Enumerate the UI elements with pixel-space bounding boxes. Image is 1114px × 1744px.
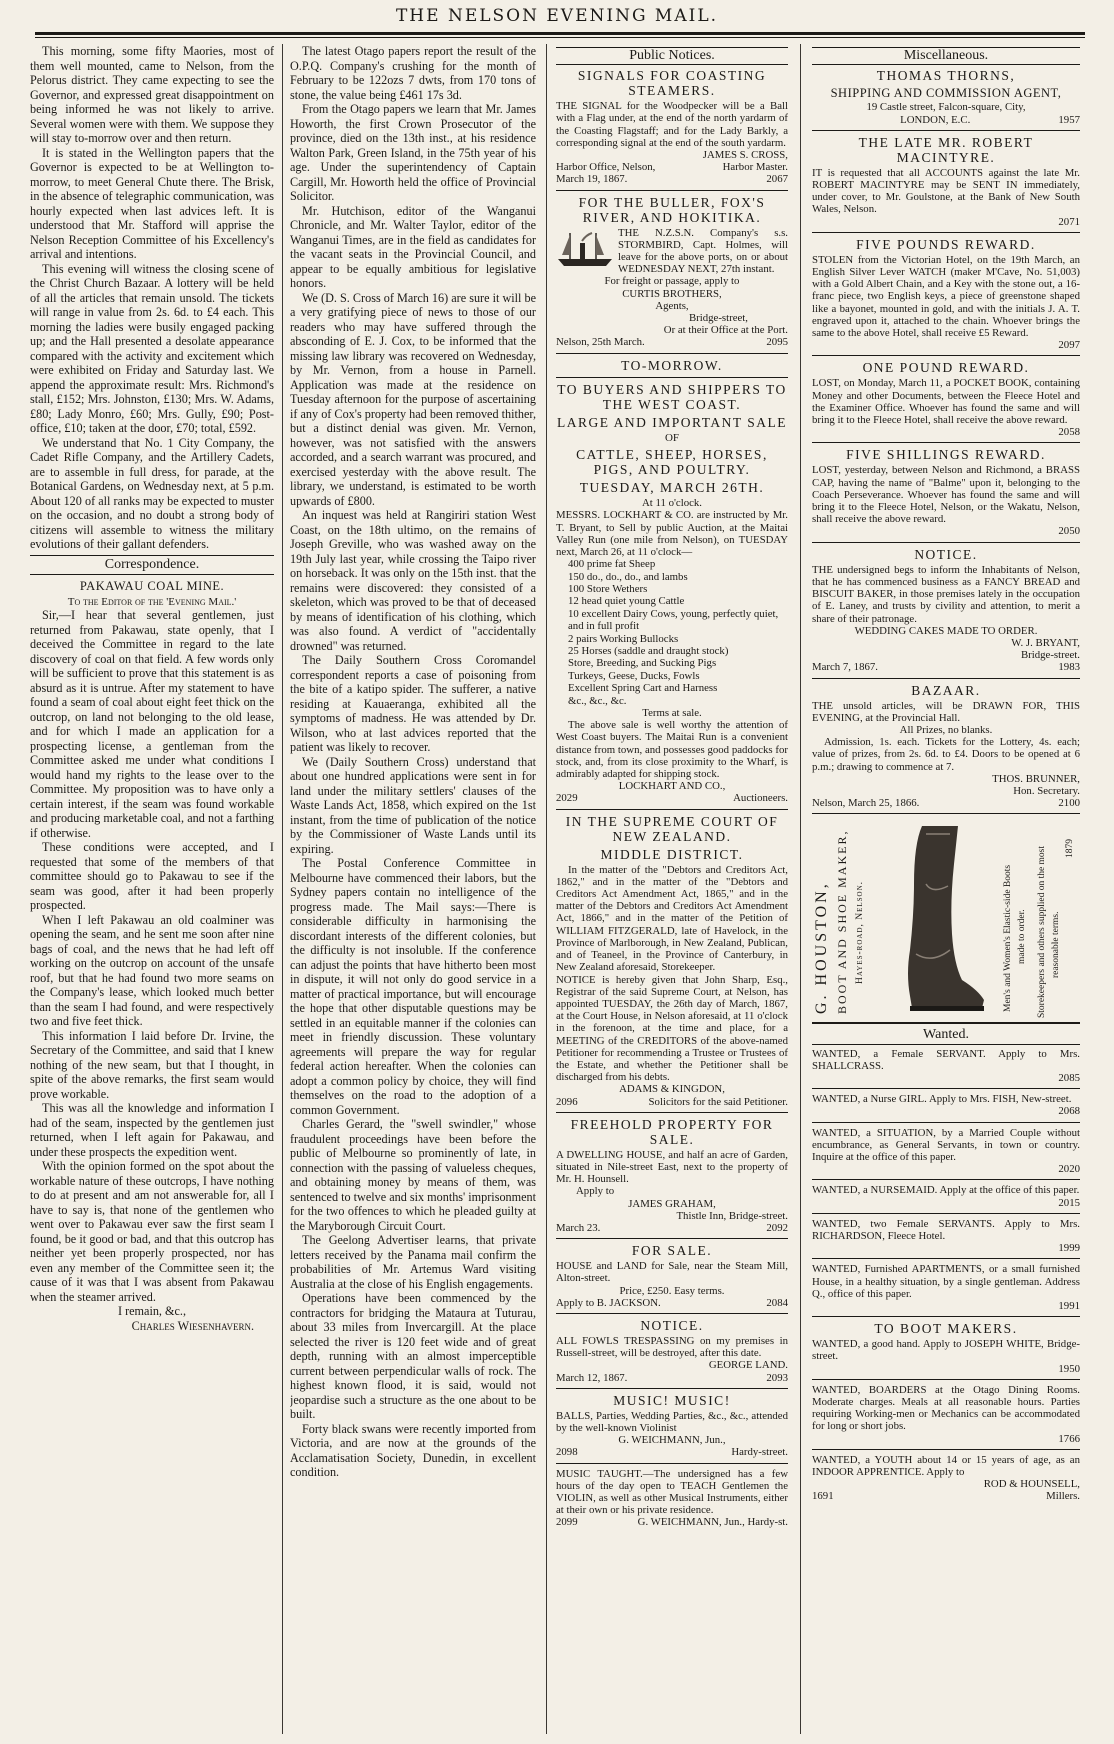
ad-date: March 12, 1867. <box>556 1371 628 1384</box>
column-2 <box>290 44 536 1734</box>
ad-role: Harbor Master. <box>722 161 788 174</box>
divider <box>812 130 1080 131</box>
divider <box>812 1179 1080 1180</box>
ad-number: 1766 <box>1058 1432 1080 1445</box>
ad-number: 2085 <box>1058 1071 1080 1084</box>
column-divider <box>282 44 283 1734</box>
list-item: 12 head quiet young Cattle <box>568 595 685 608</box>
news-paragraph: This morning, some fifty Maories, most of them well mounted, came to Nelson, from the Pelorus district. They came expecting to see the Governor, and expressed great disappointment on being informed he was not likely to arrive. Several women were with them. We suppose they will stay to-morrow over and then return. <box>30 44 274 145</box>
sale-items <box>556 558 788 707</box>
ad-text: Terms at sale. <box>642 707 702 720</box>
ad-address: Thistle Inn, Bridge-street. <box>676 1209 788 1222</box>
boot-maker-line: reasonable terms. <box>1051 911 1061 979</box>
divider <box>556 1238 788 1239</box>
ad-title: MUSIC! MUSIC! <box>613 1392 731 1408</box>
ad-date: March 19, 1867. <box>556 173 628 186</box>
ad-text: ALL FOWLS TRESPASSING on my premises in Russell-street, will be destroyed, after this date. <box>556 1334 788 1360</box>
divider <box>812 442 1080 443</box>
ad-title: BAZAAR. <box>911 682 981 698</box>
news-paragraph: The Geelong Advertiser learns, that private letters received by the Panama mail confirm the probabilities of Mr. Artemus Ward visiting Australia at the close of his English engagements. <box>290 1233 536 1291</box>
ad-title: FOR SALE. <box>631 1243 713 1259</box>
ad-address: 19 Castle street, Falcon-square, City, <box>866 101 1026 114</box>
ad-signature: THOS. BRUNNER, <box>992 772 1080 785</box>
news-paragraph: We (D. S. Cross of March 16) are sure it will be a very gratifying piece of news to those of our readers who may have suffered through the absconding of E. J. Cox, to be informed that the missing law library was recovered on Wednesday, by Mr. Vernon, from a house in Parnell. Application was made at the residence on Tuesday afternoon for the purpose of ascertaining if any of Cox's property had been removed thither, but a distinct denial was given. Mr. Vernon, however, was not satisfied with the answers accorded, and a search warrant was procured, and exercised yesterday with the above result. The library, we understand, is estimated to be worth upwards of £800. <box>290 290 536 508</box>
ad-signature: LOCKHART AND CO., <box>618 780 726 793</box>
masthead: THE NELSON EVENING MAIL. <box>395 6 719 26</box>
news-paragraph: The Postal Conference Committee in Melbourne have commenced their labors, but the Sydney papers contain no intelligence of the progress made. The Mail says:—There is considerable difficulty in harmonising the discordant interests of the different colonies, but the difficulty is not insoluble. If the conference can adjust the points that have hitherto been most in dispute, it will not only do good service in a matter of practical importance, but will encourage the hope that other disputable questions may be settled in an equitable manner if the colonies can meet in friendly discussion. These voluntary agreements will prepare the way for regular federal action hereafter. When the colonies can adopt a common policy by choice, they will find themselves on the road to the adoption of a common Government. <box>290 856 536 1117</box>
column-divider <box>800 44 801 1734</box>
wanted-ad: WANTED, a NURSEMAID. Apply at the office of this paper. <box>812 1184 1080 1197</box>
section-header-correspondence: Correspondence. <box>30 555 274 576</box>
news-paragraph: This evening will witness the closing scene of the Christ Church Bazaar. A lottery will be held of all the articles that remain unsold. The tickets will range in value from 2s. 6d. to £4 each. This morning the ladies were busily engaged packing up; and the Hall presented a desolate appearance compared with the activity and excitement which were exhibited on Friday and Saturday last. We append the approximate result: Mrs. Richmond's stall, £152; Mrs. Johnston, £130; Mrs. W. Adams, £80; Lady Monro, £60; Mrs. Gully, £90; Post-office, £10; taken at the door, £70; total, £592. <box>30 261 274 435</box>
boot-maker-advert <box>812 813 1080 1024</box>
ad-text: At 11 o'clock. <box>641 497 702 510</box>
ad-text: THE undersigned begs to inform the Inhabitants of Nelson, that he has commenced business as a FANCY BREAD and BISCUIT BAKER, in those premises lately in the occupation of E. Laney, and trusts by civility and attention, to merit a share of their patronage. <box>812 563 1080 625</box>
ad-subtitle: SHIPPING AND COMMISSION AGENT, <box>830 86 1062 101</box>
boot-icon <box>892 824 988 1016</box>
masthead-rule <box>35 32 1085 35</box>
divider <box>556 1463 788 1464</box>
list-item: 2 pairs Working Bullocks <box>568 632 679 645</box>
ad-text: BALLS, Parties, Wedding Parties, &c., &c., attended by the well-known Violinist <box>556 1409 788 1434</box>
ad-role: Solicitors for the said Petitioner. <box>648 1095 788 1108</box>
ad-text: THE SIGNAL for the Woodpecker will be a Ball with a Flag under, at the end of the north yardarm of the Coasting Flagstaff; and for the Lady Barkly, a corresponding signal at the end of the south yardarm. <box>556 100 788 149</box>
boot-maker-address: Hayes-road, Nelson. <box>855 881 865 985</box>
ad-number: 1879 <box>1065 839 1075 859</box>
divider <box>556 377 788 378</box>
ad-text: NOTICE is hereby given that John Sharp, Esq., Registrar of the said Supreme Court, at Nelson, has appointed TUESDAY, the 26th day of March, 1867, at the Court House, in Nelson aforesaid, at 11 o'clock in the forenoon, at the time and place, for a MEETING of the CREDITORS of the above-named Petitioner for recommending a Trustee or Trustees of the Estate, and whether the Petitioner shall be discharged from his debts. <box>556 973 788 1084</box>
ad-text: Admission, 1s. each. Tickets for the Lottery, 4s. each; value of prizes, from 2s. 6d. to £4. Doors to be opened at 6 p.m.; drawing to commence at 7. <box>812 736 1080 773</box>
wanted-ad: WANTED, a YOUTH about 14 or 15 years of age, as an INDOOR APPRENTICE. Apply to <box>812 1453 1080 1479</box>
ad-number: 2084 <box>766 1296 788 1309</box>
ad-address: Or at their Office at the Port. <box>663 324 788 337</box>
divider <box>556 1112 788 1113</box>
ad-number: 2097 <box>1058 339 1080 352</box>
ad-title: LARGE AND IMPORTANT SALE <box>557 414 787 430</box>
ad-text: THE N.Z.S.N. Company's s.s. STORMBIRD, Capt. Holmes, will leave for the above ports, on or about WEDNESDAY NEXT, 27th instant. <box>618 226 788 276</box>
news-paragraph: We understand that No. 1 City Company, the Cadet Rifle Company, and the Artillery Cadets, are to assemble in full dress, for parade, at the Botanical Gardens, on Wednesday next, at 5 p.m. About 120 of all ranks may be expected to muster on the occasion, and no doubt a strong body of citizens will assemble to witness the military evolutions of their gallant defenders. <box>30 435 274 551</box>
letter-paragraph: With the opinion formed on the spot about the workable nature of these outcrops, I have nothing to do at present and am not answerable for, all I have to say is, that none of the gentlemen who went over to Pakawau ever saw the first seam I found, be it good or bad, and that this outcrop has neither yet been properly prospected, nor has even any member of the Committee seen it; the cause of it was that I was absent from Pakawau when the steamer arrived. <box>30 1159 274 1304</box>
divider <box>556 353 788 354</box>
ad-text: Apply to B. JACKSON. <box>556 1296 661 1309</box>
ad-title: TUESDAY, MARCH 26TH. <box>579 480 765 496</box>
ad-number: 2015 <box>1058 1196 1080 1209</box>
ad-title: NOTICE. <box>640 1317 704 1333</box>
news-paragraph: It is stated in the Wellington papers that the Governor is expected to be at Wellington to-morrow, to meet General Chute there. The Brisk, in the absence of telegraphic communication, was hourly expected when last advices left. It is understood that Mr. Stafford will apprise the Nelson Reception Committee of his Excellency's arrival and intentions. <box>30 145 274 261</box>
ad-title: NOTICE. <box>914 546 978 562</box>
ad-number: 2098 <box>556 1446 578 1459</box>
ad-number: 2050 <box>1058 525 1080 538</box>
list-item: 10 excellent Dairy Cows, young, perfectly quiet, and in full profit <box>568 607 779 633</box>
list-item: Turkeys, Geese, Ducks, Fowls <box>568 669 700 682</box>
wanted-ad: WANTED, a Female SERVANT. Apply to Mrs. SHALLCRASS. <box>812 1047 1080 1072</box>
boot-maker-line: made to order. <box>1017 909 1027 965</box>
divider <box>556 1388 788 1389</box>
ad-text: MESSRS. LOCKHART & CO. are instructed by Mr. T. Bryant, to Sell by public Auction, at the Maitai Valley Run (one mile from Nelson), on TUESDAY next, March 26, at 11 o'clock— <box>556 509 788 558</box>
wanted-ad: WANTED, a Nurse GIRL. Apply to Mrs. FISH, New-street. <box>812 1093 1072 1106</box>
ad-title: CATTLE, SHEEP, HORSES, PIGS, AND POULTRY. <box>576 447 768 478</box>
ad-date: March 7, 1867. <box>812 661 878 674</box>
ad-date: Nelson, 25th March. <box>556 336 645 349</box>
boot-maker-line: Men's and Women's Elastic-side Boots <box>1003 865 1013 1013</box>
letter-close: I remain, &c., <box>117 1304 187 1318</box>
ad-signature: G. WEICHMANN, Jun., <box>618 1434 726 1447</box>
ad-signature: CURTIS BROTHERS, <box>622 287 722 300</box>
boot-maker-name: G. HOUSTON, <box>813 881 830 1015</box>
ad-title: FIVE POUNDS REWARD. <box>856 236 1036 252</box>
ad-signature: JAMES GRAHAM, <box>628 1197 716 1210</box>
list-item: Excellent Spring Cart and Harness <box>568 682 718 695</box>
ad-title: SIGNALS FOR COASTING STEAMERS. <box>577 68 767 99</box>
ad-title: FOR THE BULLER, FOX'S RIVER, AND HOKITIKA. <box>578 194 766 225</box>
ad-address: Bridge-street. <box>1020 649 1080 662</box>
ad-number: 1950 <box>1058 1362 1080 1375</box>
ad-title: TO-MORROW. <box>621 357 723 373</box>
news-paragraph: Charles Gerard, the "swell swindler," whose fraudulent proceedings have been before the public of Melbourne so prominently of late, in connection with the passing of valueless cheques, and obtaining money by means of them, was sentenced to twelve and six months' imprisonment for the two offences to which he pleaded guilty at the Maryborough Circuit Court. <box>290 1117 536 1233</box>
section-header-public-notices: Public Notices. <box>556 47 788 65</box>
ad-signature: G. WEICHMANN, Jun., Hardy-st. <box>637 1516 788 1529</box>
ad-signature: GEORGE LAND. <box>708 1359 788 1372</box>
ad-text: A DWELLING HOUSE, and half an acre of Garden, situated in Nile-street East, next to the property of Mr. H. Hounsell. <box>556 1148 788 1186</box>
ad-title: TO BUYERS AND SHIPPERS TO THE WEST COAST. <box>557 381 787 412</box>
news-paragraph: Mr. Hutchison, editor of the Wanganui Chronicle, and Mr. Walter Taylor, editor of the Wanganui Times, are in the field as candidates for the vacant seats in the Provincial Council, and appear to be equally ambitious for legislative honors. <box>290 203 536 290</box>
ad-role: Hon. Secretary. <box>1013 784 1080 797</box>
letter-addressee: To the Editor of the 'Evening Mail.' <box>67 595 237 608</box>
ad-role: Millers. <box>1046 1490 1080 1503</box>
column-1 <box>30 44 274 1734</box>
wanted-ad: WANTED, a SITUATION, by a Married Couple without encumbrance, as General Servants, in town or country. Inquire at the office of this paper. <box>812 1126 1080 1163</box>
ad-address: Hardy-street. <box>731 1446 788 1459</box>
ad-date: Nelson, March 25, 1866. <box>812 797 920 810</box>
masthead-rule-thin <box>35 37 1085 38</box>
ad-number: 2067 <box>766 173 788 186</box>
news-paragraph: We (Daily Southern Cross) understand that about one hundred applications were sent in for land under the military settlers' clauses of the Waste Lands Act, 1858, which expired on the 1st instant, from the time of publication of the notice by the Commissioner of Waste Lands until its expiring. <box>290 754 536 856</box>
wanted-ad: WANTED, Furnished APARTMENTS, or a small furnished House, in a healthy situation, by a single gentleman. Address Q., office of this paper. <box>812 1263 1080 1300</box>
wanted-ad: WANTED, two Female SERVANTS. Apply to Mrs. RICHARDSON, Fleece Hotel. <box>812 1217 1080 1242</box>
ad-number: 1983 <box>1058 661 1080 674</box>
ad-text: LOST, yesterday, between Nelson and Richmond, a BRASS CAP, having the name of "Balme" upon it, belonging to the Coach Perseverance. Whoever has found the same and will bring it to the Fleece Hotel, Nelson, or the Wakatu, Nelson, shall receive the above reward. <box>812 464 1080 526</box>
ad-date: March 23. <box>556 1221 601 1234</box>
ad-text: All Prizes, no blanks. <box>899 723 993 736</box>
ad-number: 2099 <box>556 1516 578 1529</box>
column-divider <box>546 44 547 1734</box>
ad-number: 2071 <box>1058 215 1080 228</box>
ad-text: LOST, on Monday, March 11, a POCKET BOOK, containing Money and other Documents, between the Fleece Hotel and the Examiner Office. Whoever has found the same and will bring it to the Fleece Hotel, shall receive the above reward. <box>812 377 1080 427</box>
ad-number: 2068 <box>1058 1105 1080 1118</box>
divider <box>812 232 1080 233</box>
list-item: 25 Horses (saddle and draught stock) <box>568 645 729 658</box>
ad-number: 1957 <box>1058 113 1080 126</box>
divider <box>812 1379 1080 1380</box>
ad-number: 2093 <box>766 1371 788 1384</box>
ad-text: WEDDING CAKES MADE TO ORDER. <box>854 624 1038 637</box>
news-paragraph: The Daily Southern Cross Coromandel correspondent reports a case of poisoning from the bite of a katipo spider. The sufferer, a native residing at Kauaeranga, exhibited all the symptoms of madness. He was attended by Dr. Wilson, who at last advices reported that the patient was likely to recover. <box>290 653 536 754</box>
ad-signature: ROD & HOUNSELL, <box>983 1478 1080 1491</box>
ad-text: In the matter of the "Debtors and Creditors Act, 1862," and in the matter of the "Debtors and Creditors Act Amendment Act, 1865," and in the matter of the Debtors and Creditors Act Amendment Act, 1866," and in the matter of the Petition of WILLIAM FITZGERALD, late of Havelock, in the Province of Marlborough, in New Zealand, Publican, and of Teaneel, in the Province of Canterbury, in New Zealand aforesaid, Storekeeper. <box>556 863 788 974</box>
ad-title: FIVE SHILLINGS REWARD. <box>846 447 1046 463</box>
ad-signature: W. J. BRYANT, <box>1011 636 1080 649</box>
ad-number: 1991 <box>1058 1300 1080 1312</box>
letter-title: PAKAWAU COAL MINE. <box>79 579 225 593</box>
divider <box>812 542 1080 543</box>
section-header-miscellaneous: Miscellaneous. <box>812 47 1080 65</box>
divider <box>556 809 788 810</box>
ad-signature: ADAMS & KINGDON, <box>619 1083 725 1096</box>
ad-number: 2092 <box>766 1221 788 1234</box>
ad-title: MIDDLE DISTRICT. <box>600 846 744 862</box>
divider <box>812 355 1080 356</box>
ad-text: HOUSE and LAND for Sale, near the Steam Mill, Alton-street. <box>556 1260 788 1285</box>
divider <box>812 1088 1080 1089</box>
ad-number: 1999 <box>1058 1242 1080 1255</box>
ad-address: Bridge-street, <box>688 312 748 325</box>
ad-text: IT is requested that all ACCOUNTS against the late Mr. ROBERT MACINTYRE may be SENT IN immediately, under cover, to Mr. Goulstone, at the Bank of New South Wales, Nelson. <box>812 166 1080 216</box>
ad-title: IN THE SUPREME COURT OF NEW ZEALAND. <box>565 813 779 844</box>
section-header-wanted: Wanted. <box>812 1027 1080 1044</box>
list-item: 400 prime fat Sheep <box>568 558 656 571</box>
divider <box>812 678 1080 679</box>
list-item: &c., &c., &c. <box>568 694 627 707</box>
ad-title: THOMAS THORNS, <box>876 68 1016 84</box>
ad-text: Price, £250. Easy terms. <box>619 1284 725 1297</box>
ad-address: LONDON, E.C. <box>900 113 971 126</box>
divider <box>556 1313 788 1314</box>
letter-paragraph: This was all the knowledge and information I had of the seam, inspected by the gentlemen just returned, when I left again for Pakawau, and under these prospects the expedition went. <box>30 1101 274 1159</box>
news-paragraph: The latest Otago papers report the result of the O.P.Q. Company's crushing for the month of February to be 122ozs 7 dwts, from 170 tons of stone, the value being £461 17s 3d. <box>290 44 536 102</box>
steamship-icon <box>556 229 614 269</box>
ad-text: OF <box>664 431 680 444</box>
letter-paragraph: This information I laid before Dr. Irvine, the Secretary of the Committee, and said that I knew nothing of the new seam, but that I thought, in spite of the above remarks, the first seam would prove workable. <box>30 1028 274 1101</box>
ad-title: ONE POUND REWARD. <box>862 360 1030 376</box>
letter-paragraph: When I left Pakawau an old coalminer was opening the seam, and he sent me soon after nine bags of coal, and the news that he had left off working on the outcrop on account of the unsafe roof, but that he had found two more seams on the Company's lease, which looked much better than the seam I had found, and were respectively two and five feet thick. <box>30 912 274 1028</box>
ad-title: FREEHOLD PROPERTY FOR SALE. <box>570 1116 774 1147</box>
ad-text: MUSIC TAUGHT.—The undersigned has a few hours of the day open to TEACH Gentlemen the VIOLIN, as well as other Musical Instruments, either at their own or his private residence. <box>556 1467 788 1517</box>
column-4 <box>812 44 1080 1734</box>
ad-number: 2100 <box>1058 797 1080 810</box>
letter-signature: Charles Wiesenhavern. <box>131 1318 254 1333</box>
letter-paragraph: These conditions were accepted, and I requested that some of the members of that committee should go to Pakawau to see if the seam was good, after it had been properly prospected. <box>30 840 274 912</box>
ad-text: For freight or passage, apply to <box>604 275 740 288</box>
ad-title: THE LATE MR. ROBERT MACINTYRE. <box>858 134 1034 165</box>
news-paragraph: An inquest was held at Rangiriri station West Coast, on the 18th ultimo, on the remains of Joseph Greville, who was washed away on the 19th July last year, while crossing the Taipo river on horseback. It was only on the 15th inst. that the remains were discovered: they consisted of a skeleton, which was proved to be that of deceased by means of identification of his clothing, which was also found. A verdict of "accidentally drowned" was returned. <box>290 508 536 653</box>
divider <box>812 1449 1080 1450</box>
ad-text: The above sale is well worthy the attention of West Coast buyers. The Maitai Run is a convenient distance from town, and possesses good paddocks for stock, and, from its close proximity to the Wharf, is admirably adapted for shipping stock. <box>556 719 788 781</box>
divider <box>812 1122 1080 1123</box>
ad-number: 1691 <box>812 1490 834 1503</box>
news-paragraph: Forty black swans were recently imported from Victoria, and are now at the grounds of the Acclamatisation Society, Dunedin, in excellent condition. <box>290 1421 536 1479</box>
letter-paragraph: Sir,—I hear that several gentlemen, just returned from Pakawau, state openly, that I deceived the Committee in regard to the late discovery of coal on that field. A few words only will be sufficient to prove that this statement is as absurd as it is untrue. After my statement to have found a seam of coal about eight feet thick on the outcrop, on land not belonging to the old lease, and for which I made an application for a prospecting license, a gentleman from the Committee asked me under what conditions I would hand my rights to the lease over to the Committee. My proposition was to have only a certain interest, if the seam was found workable and producing marketable coal, and not a farthing if otherwise. <box>30 608 274 840</box>
news-paragraph: Operations have been commenced by the contractors for bridging the Mataura at Tuturau, about 33 miles from Invercargill. At the place selected the river is 120 feet wide and of great depth, running with an almost imperceptible current between perpendicular walls of rock. The highest known flood, it is said, would not jeopardise such a structure as the one about to be built. <box>290 1291 536 1421</box>
wanted-ad: WANTED, a good hand. Apply to JOSEPH WHITE, Bridge-street. <box>812 1338 1080 1363</box>
news-paragraph: From the Otago papers we learn that Mr. James Howorth, the first Crown Prosecutor of the province, died on the 13th inst., at his residence Walton Park, Green Island, in the 75th year of his age. Under the superintendency of Captain Cargill, Mr. Howorth held the office of Provincial Solicitor. <box>290 102 536 203</box>
boot-maker-line: Storekeepers and others supplied on the most <box>1037 846 1047 1019</box>
boot-maker-trade: BOOT AND SHOE MAKER, <box>835 829 849 1015</box>
ad-signature: JAMES S. CROSS, <box>702 149 788 162</box>
ad-number: 2020 <box>1058 1163 1080 1176</box>
ad-role: Agents, <box>655 299 689 312</box>
ad-text: THE unsold articles, will be DRAWN FOR, THIS EVENING, at the Provincial Hall. <box>812 699 1080 724</box>
divider <box>812 1258 1080 1259</box>
wanted-ad: WANTED, BOARDERS at the Otago Dining Rooms. Moderate charges. Meals at all reasonable hours. Parties requiring Working-men or Mechanics can be accommodated for long or short jobs. <box>812 1383 1080 1433</box>
ad-text: STOLEN from the Victorian Hotel, on the 19th March, an English Silver Lever WATCH (maker M'Cave, No. 51,003) with a Gold Albert Chain, and a Key with the stone out, a 16-franc piece, two English keys, a piece of greenstone shaped like a bayonet, mounted in gold, and with the initials J. A. T. engraved upon it, attached to the chain. Whoever brings the same to the above Hotel, shall receive £5 Reward. <box>812 253 1080 340</box>
divider <box>812 1316 1080 1317</box>
ad-number: 2096 <box>556 1095 578 1108</box>
ad-number: 2029 <box>556 792 578 805</box>
divider <box>556 190 788 191</box>
ad-text: Apply to <box>576 1185 615 1198</box>
list-item: 150 do., do., do., and lambs <box>568 570 688 583</box>
list-item: Store, Breeding, and Sucking Pigs <box>568 657 717 670</box>
ad-number: 2095 <box>766 336 788 349</box>
ad-number: 2058 <box>1058 426 1080 439</box>
ad-place: Harbor Office, Nelson, <box>556 161 656 174</box>
ad-role: Auctioneers. <box>733 792 788 805</box>
divider <box>812 1213 1080 1214</box>
column-3 <box>556 44 788 1734</box>
ad-title: TO BOOT MAKERS. <box>874 1321 1018 1337</box>
list-item: 100 Store Wethers <box>568 582 648 595</box>
